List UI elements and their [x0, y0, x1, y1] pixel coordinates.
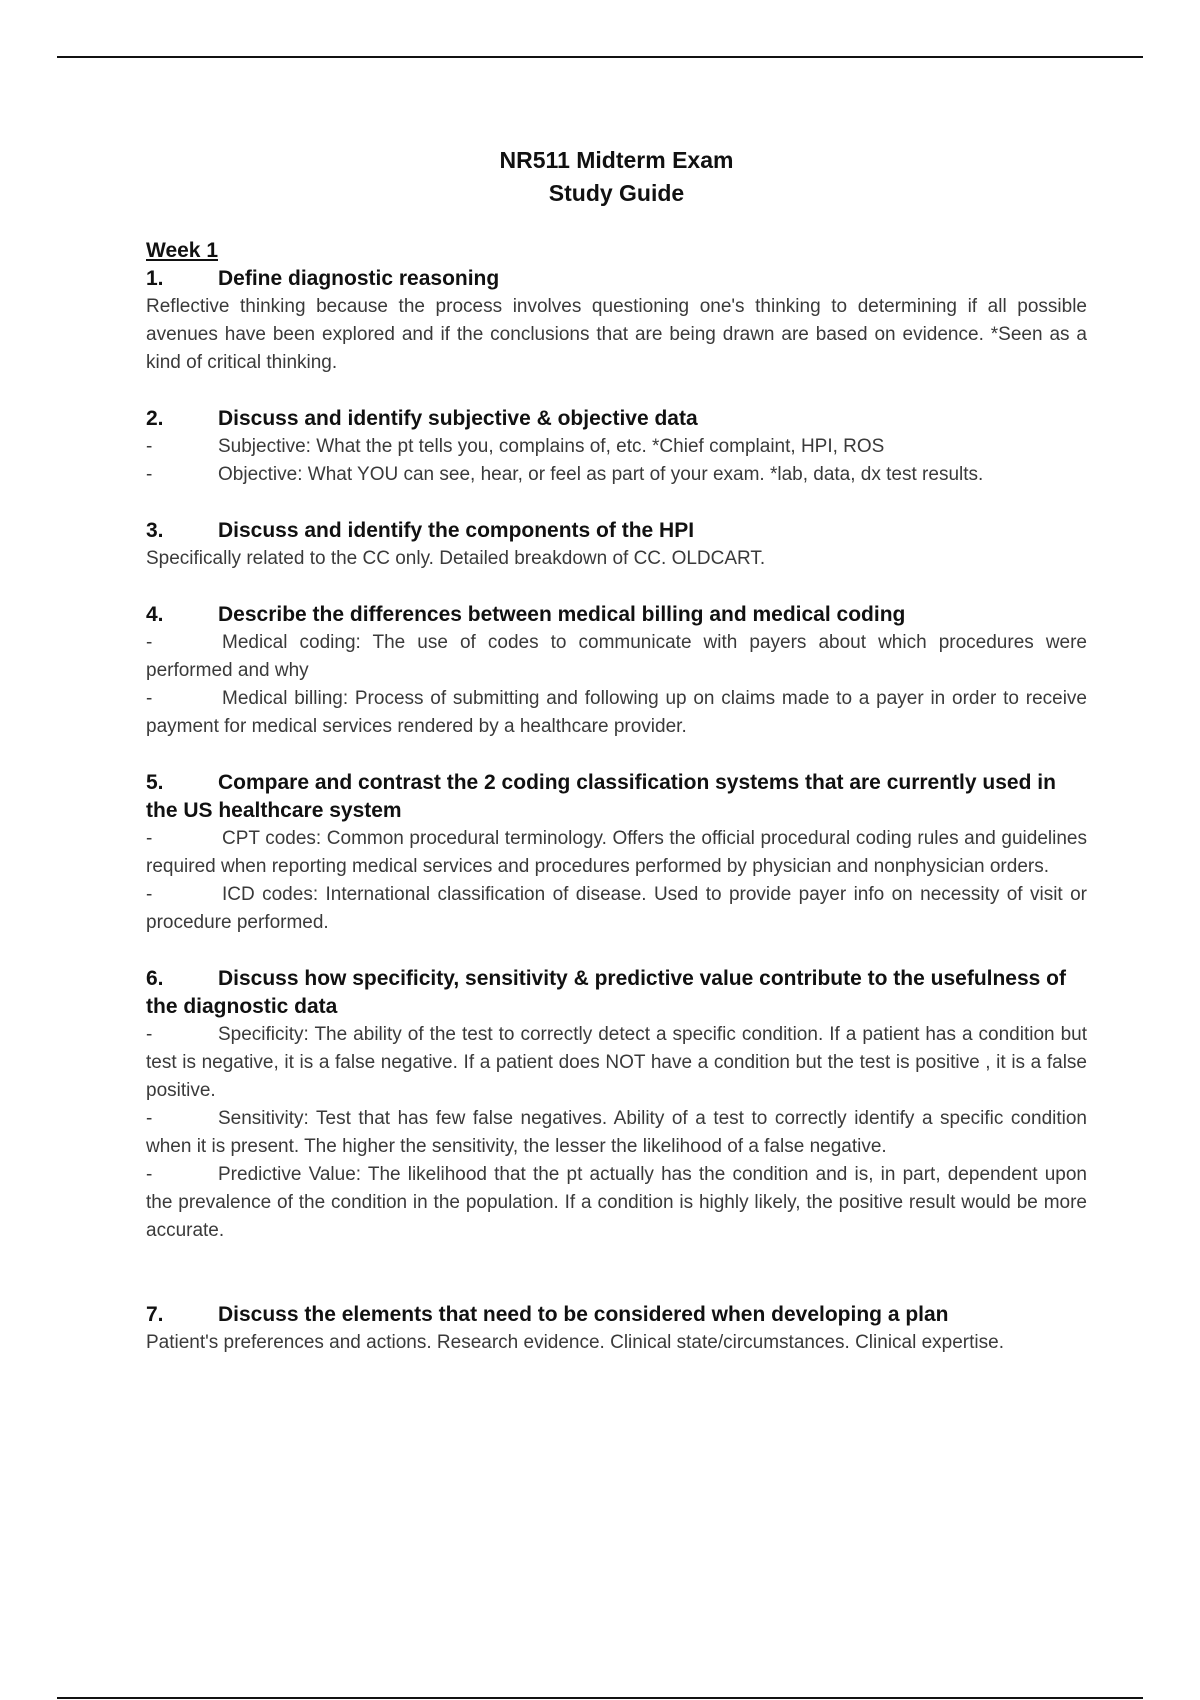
- section-body: Specifically related to the CC only. Detailed breakdown of CC. OLDCART.: [146, 548, 766, 569]
- section-4: [146, 601, 1087, 741]
- week-label: Week 1: [146, 239, 218, 262]
- header-rule: [57, 56, 1143, 58]
- section-heading: [146, 965, 1087, 1021]
- bullet-dash: -: [146, 464, 153, 485]
- section-heading: [146, 265, 1087, 293]
- bullet-dash: -: [146, 436, 153, 457]
- bullet-dash: -: [146, 632, 153, 653]
- section-number: 1.: [146, 267, 164, 290]
- section-6: [146, 965, 1087, 1245]
- title-line-1: NR511 Midterm Exam: [499, 147, 734, 173]
- bullet-text: Subjective: What the pt tells you, complains of, etc. *Chief complaint, HPI, ROS: [218, 436, 885, 457]
- bullet-item: [146, 1161, 1087, 1245]
- bullet-dash: -: [146, 1024, 153, 1045]
- bullet-dash: -: [146, 1164, 153, 1185]
- section-heading-text: Describe the differences between medical billing and medical coding: [218, 603, 906, 626]
- document-page: [146, 144, 1087, 1357]
- bullet-text: Sensitivity: Test that has few false negatives. Ability of a test to correctly identify a specific condition when it is present. The higher the sensitivity, the lesser the likelihood of a false negative.: [146, 1108, 1087, 1157]
- section-number: 7.: [146, 1303, 164, 1326]
- section-body: Reflective thinking because the process involves questioning one's thinking to determining if all possible avenues have been explored and if the conclusions that are being drawn are based on evidence. *Seen as a kind of critical thinking.: [146, 296, 1087, 373]
- bullet-text: CPT codes: Common procedural terminology. Offers the official procedural coding rules and guidelines required when reporting medical services and procedures performed by physician and nonphysician orders.: [146, 828, 1087, 877]
- section-body: Patient's preferences and actions. Research evidence. Clinical state/circumstances. Clinical expertise.: [146, 1332, 1004, 1353]
- section-heading: [146, 601, 1087, 629]
- section-1: [146, 265, 1087, 377]
- section-number: 5.: [146, 771, 164, 794]
- bullet-text: Objective: What YOU can see, hear, or feel as part of your exam. *lab, data, dx test results.: [218, 464, 984, 485]
- section-heading: [146, 405, 1087, 433]
- section-number: 3.: [146, 519, 164, 542]
- section-number: 2.: [146, 407, 164, 430]
- bullet-item: [146, 1105, 1087, 1161]
- bullet-item: [146, 461, 1087, 489]
- footer-rule: [57, 1697, 1143, 1699]
- bullet-dash: -: [146, 884, 153, 905]
- bullet-item: [146, 629, 1087, 685]
- section-3: [146, 517, 1087, 573]
- section-number: 4.: [146, 603, 164, 626]
- document-title: [146, 144, 1087, 210]
- bullet-item: [146, 685, 1087, 741]
- section-heading-text: Discuss how specificity, sensitivity & predictive value contribute to the usefulness of the diagnostic data: [146, 967, 1066, 1018]
- bullet-dash: -: [146, 1108, 153, 1129]
- section-heading: [146, 517, 1087, 545]
- bullet-item: [146, 433, 1087, 461]
- section-heading: [146, 769, 1087, 825]
- section-7: [146, 1301, 1087, 1357]
- bullet-dash: -: [146, 828, 153, 849]
- bullet-dash: -: [146, 688, 153, 709]
- section-heading-text: Discuss the elements that need to be considered when developing a plan: [218, 1303, 949, 1326]
- section-5: [146, 769, 1087, 937]
- bullet-text: Predictive Value: The likelihood that the pt actually has the condition and is, in part, dependent upon the prevalence of the condition in the population. If a condition is highly likely, the positive result would be more accurate.: [146, 1164, 1087, 1241]
- bullet-text: Specificity: The ability of the test to correctly detect a specific condition. If a patient has a condition but test is negative, it is a false negative. If a patient does NOT have a condition but the test is positive , it is a false positive.: [146, 1024, 1087, 1101]
- bullet-item: [146, 881, 1087, 937]
- section-2: [146, 405, 1087, 489]
- bullet-item: [146, 1021, 1087, 1105]
- bullet-text: Medical billing: Process of submitting and following up on claims made to a payer in order to receive payment for medical services rendered by a healthcare provider.: [146, 688, 1087, 737]
- section-heading: [146, 1301, 1087, 1329]
- section-heading-text: Discuss and identify the components of the HPI: [218, 519, 695, 542]
- title-line-2: Study Guide: [548, 180, 685, 206]
- section-heading-text: Compare and contrast the 2 coding classification systems that are currently used in the US healthcare system: [146, 771, 1056, 822]
- section-number: 6.: [146, 967, 164, 990]
- bullet-item: [146, 825, 1087, 881]
- section-heading-text: Discuss and identify subjective & objective data: [218, 407, 698, 430]
- bullet-text: ICD codes: International classification of disease. Used to provide payer info on necessity of visit or procedure performed.: [146, 884, 1087, 933]
- bullet-text: Medical coding: The use of codes to communicate with payers about which procedures were performed and why: [146, 632, 1087, 681]
- section-heading-text: Define diagnostic reasoning: [218, 267, 500, 290]
